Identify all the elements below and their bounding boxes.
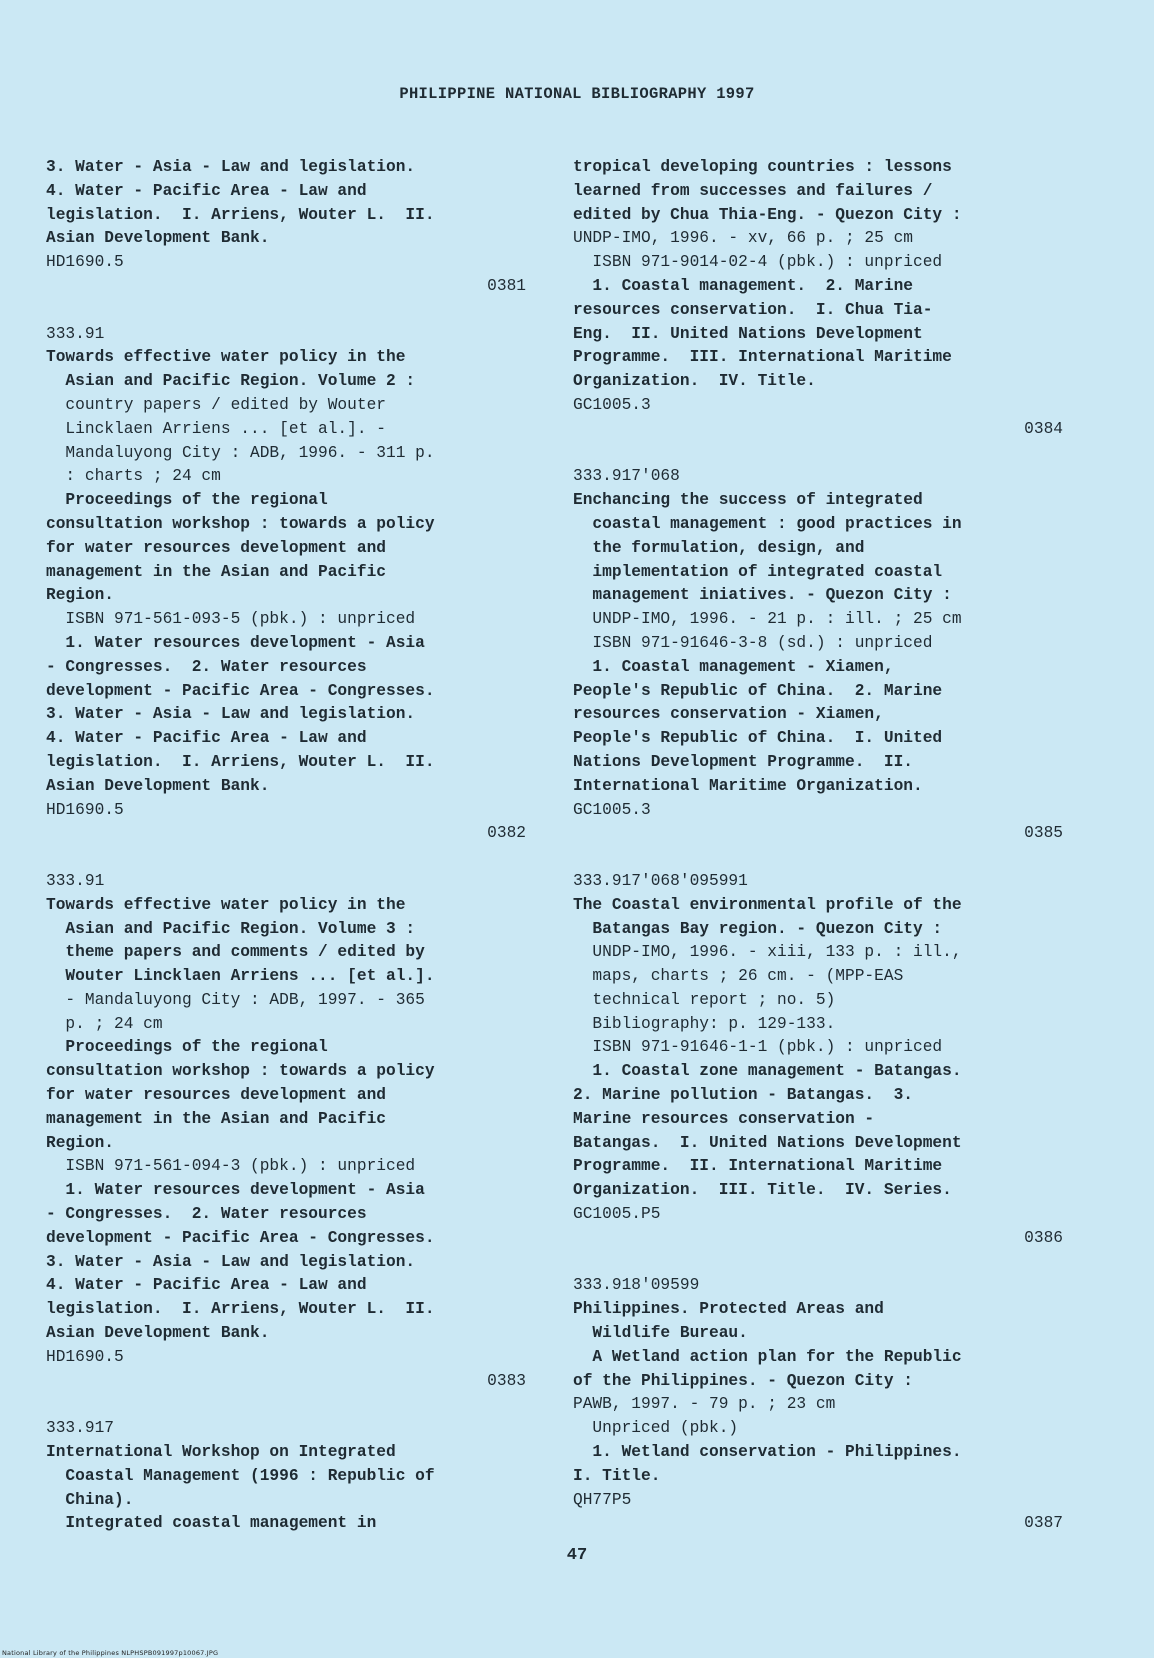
- entry-line: of the Philippines. - Quezon City :: [573, 1371, 913, 1390]
- entry-line: 333.917'068: [573, 467, 680, 486]
- entry-line: coastal management : good practices in: [573, 514, 962, 533]
- entry-line: UNDP-IMO, 1996. - 21 p. : ill. ; 25 cm: [573, 610, 962, 629]
- entry-line: maps, charts ; 26 cm. - (MPP-EAS: [573, 967, 904, 986]
- entry-spacer: [573, 1251, 1063, 1275]
- entry-line: Wildlife Bureau.: [573, 1324, 748, 1343]
- entry-line: for water resources development and: [46, 1086, 386, 1105]
- entry-line: Enchancing the success of integrated: [573, 491, 923, 510]
- entry-line: Batangas. I. United Nations Development: [573, 1133, 962, 1152]
- entry-line: Organization. IV. Title.: [573, 372, 816, 391]
- entry-line: HD1690.5: [46, 800, 124, 819]
- entry-line: 333.918'09599: [573, 1276, 700, 1295]
- entry-line: Organization. III. Title. IV. Series.: [573, 1181, 952, 1200]
- entry-line: implementation of integrated coastal: [573, 562, 943, 581]
- entry-line: development - Pacific Area - Congresses.: [46, 1228, 435, 1247]
- entry-line: Nations Development Programme. II.: [573, 752, 913, 771]
- entry-line: 4. Water - Pacific Area - Law and: [46, 1276, 367, 1295]
- left-column: [46, 156, 526, 1536]
- entry-line: Integrated coastal management in: [46, 1514, 377, 1533]
- entry-line: 3. Water - Asia - Law and legislation.: [46, 705, 416, 724]
- entry-line: 4. Water - Pacific Area - Law and: [46, 181, 367, 200]
- entry-line: learned from successes and failures /: [573, 181, 933, 200]
- entry-line: People's Republic of China. 2. Marine: [573, 681, 943, 700]
- entry-line: Philippines. Protected Areas and: [573, 1300, 884, 1319]
- entry-line: 2. Marine pollution - Batangas. 3.: [573, 1086, 913, 1105]
- entry-line: management in the Asian and Pacific: [46, 562, 386, 581]
- entry-line: the formulation, design, and: [573, 538, 865, 557]
- entry-spacer: [46, 1393, 526, 1417]
- entry-spacer: [46, 846, 526, 870]
- entry-line: Region.: [46, 586, 114, 605]
- entry-line: 1. Coastal management. 2. Marine: [573, 276, 913, 295]
- entry-line: Bibliography: p. 129-133.: [573, 1014, 836, 1033]
- entry-line: resources conservation - Xiamen,: [573, 705, 884, 724]
- entry-line: GC1005.3: [573, 800, 651, 819]
- entry-line: ISBN 971-561-094-3 (pbk.) : unpriced: [46, 1157, 416, 1176]
- entry-line: A Wetland action plan for the Republic: [573, 1347, 962, 1366]
- entry-number: 0382: [487, 824, 526, 843]
- entry-line: UNDP-IMO, 1996. - xiii, 133 p. : ill.,: [573, 943, 962, 962]
- entry-line: GC1005.3: [573, 395, 651, 414]
- entry-line: Proceedings of the regional: [46, 1038, 328, 1057]
- entry-line: HD1690.5: [46, 253, 124, 272]
- entry-line: resources conservation. I. Chua Tia-: [573, 300, 933, 319]
- entry-line: consultation workshop : towards a policy: [46, 1062, 435, 1081]
- footer-caption: National Library of the Philippines NLPHSPB091997p10067.JPG: [2, 1649, 219, 1657]
- entry-line: Eng. II. United Nations Development: [573, 324, 923, 343]
- entry-line: Marine resources conservation -: [573, 1109, 875, 1128]
- entry-line: Programme. III. International Maritime: [573, 348, 952, 367]
- entry-line: Mandaluyong City : ADB, 1996. - 311 p.: [46, 443, 435, 462]
- right-column: [573, 156, 1063, 1536]
- entry-line: ISBN 971-91646-3-8 (sd.) : unpriced: [573, 633, 933, 652]
- entry-line: Batangas Bay region. - Quezon City :: [573, 919, 943, 938]
- entry-number: 0385: [1024, 824, 1063, 843]
- entry-line: ISBN 971-91646-1-1 (pbk.) : unpriced: [573, 1038, 943, 1057]
- entry-line: China).: [46, 1490, 134, 1509]
- entry-number: 0386: [1024, 1228, 1063, 1247]
- entry-line: GC1005.P5: [573, 1205, 661, 1224]
- entry-line: : charts ; 24 cm: [46, 467, 221, 486]
- entry-line: QH77P5: [573, 1490, 632, 1509]
- entry-line: country papers / edited by Wouter: [46, 395, 386, 414]
- entry-line: Proceedings of the regional: [46, 491, 328, 510]
- entry-line: 1. Coastal management - Xiamen,: [573, 657, 894, 676]
- entry-line: 1. Wetland conservation - Philippines.: [573, 1443, 962, 1462]
- entry-number: 0383: [487, 1371, 526, 1390]
- entry-line: 1. Coastal zone management - Batangas.: [573, 1062, 962, 1081]
- entry-line: International Workshop on Integrated: [46, 1443, 396, 1462]
- page-number: 47: [566, 1546, 588, 1565]
- entry-line: PAWB, 1997. - 79 p. ; 23 cm: [573, 1395, 836, 1414]
- entry-line: ISBN 971-9014-02-4 (pbk.) : unpriced: [573, 253, 943, 272]
- entry-line: technical report ; no. 5): [573, 990, 836, 1009]
- entry-line: edited by Chua Thia-Eng. - Quezon City :: [573, 205, 962, 224]
- entry-line: 1. Water resources development - Asia: [46, 633, 425, 652]
- entry-line: theme papers and comments / edited by: [46, 943, 425, 962]
- entry-spacer: [573, 442, 1063, 466]
- entry-line: - Congresses. 2. Water resources: [46, 1205, 367, 1224]
- entry-line: Asian Development Bank.: [46, 229, 270, 248]
- entry-spacer: [573, 846, 1063, 870]
- entry-line: development - Pacific Area - Congresses.: [46, 681, 435, 700]
- entry-line: legislation. I. Arriens, Wouter L. II.: [46, 1300, 435, 1319]
- entry-line: Towards effective water policy in the: [46, 348, 406, 367]
- entry-line: 3. Water - Asia - Law and legislation.: [46, 1252, 416, 1271]
- entry-line: Asian Development Bank.: [46, 776, 270, 795]
- entry-line: for water resources development and: [46, 538, 386, 557]
- entry-line: I. Title.: [573, 1466, 661, 1485]
- entry-line: Coastal Management (1996 : Republic of: [46, 1466, 435, 1485]
- entry-line: HD1690.5: [46, 1347, 124, 1366]
- entry-line: International Maritime Organization.: [573, 776, 923, 795]
- entry-line: Programme. II. International Maritime: [573, 1157, 943, 1176]
- entry-line: consultation workshop : towards a policy: [46, 514, 435, 533]
- entry-line: UNDP-IMO, 1996. - xv, 66 p. ; 25 cm: [573, 229, 913, 248]
- entry-line: 4. Water - Pacific Area - Law and: [46, 729, 367, 748]
- entry-line: - Congresses. 2. Water resources: [46, 657, 367, 676]
- entry-line: management iniatives. - Quezon City :: [573, 586, 952, 605]
- entry-line: People's Republic of China. I. United: [573, 729, 943, 748]
- entry-line: management in the Asian and Pacific: [46, 1109, 386, 1128]
- page-title: PHILIPPINE NATIONAL BIBLIOGRAPHY 1997: [399, 85, 755, 103]
- entry-line: Wouter Lincklaen Arriens ... [et al.].: [46, 967, 435, 986]
- entry-line: legislation. I. Arriens, Wouter L. II.: [46, 752, 435, 771]
- entry-line: p. ; 24 cm: [46, 1014, 163, 1033]
- entry-line: Region.: [46, 1133, 114, 1152]
- entry-line: Towards effective water policy in the: [46, 895, 406, 914]
- entry-line: Asian Development Bank.: [46, 1324, 270, 1343]
- entry-line: legislation. I. Arriens, Wouter L. II.: [46, 205, 435, 224]
- entry-line: The Coastal environmental profile of the: [573, 895, 962, 914]
- entry-line: 1. Water resources development - Asia: [46, 1181, 425, 1200]
- entry-line: 333.917'068'095991: [573, 871, 748, 890]
- entry-line: Unpriced (pbk.): [573, 1419, 739, 1438]
- entry-line: Asian and Pacific Region. Volume 3 :: [46, 919, 416, 938]
- entry-line: - Mandaluyong City : ADB, 1997. - 365: [46, 990, 425, 1009]
- entry-line: Lincklaen Arriens ... [et al.]. -: [46, 419, 386, 438]
- entry-line: Asian and Pacific Region. Volume 2 :: [46, 372, 416, 391]
- entry-line: 333.917: [46, 1419, 114, 1438]
- entry-number: 0387: [1024, 1514, 1063, 1533]
- entry-number: 0384: [1024, 419, 1063, 438]
- entry-line: 333.91: [46, 324, 105, 343]
- entry-line: ISBN 971-561-093-5 (pbk.) : unpriced: [46, 610, 416, 629]
- entry-line: 333.91: [46, 871, 105, 890]
- entry-line: tropical developing countries : lessons: [573, 158, 952, 176]
- entry-line: 3. Water - Asia - Law and legislation.: [46, 158, 416, 176]
- entry-spacer: [46, 299, 526, 323]
- entry-number: 0381: [487, 276, 526, 295]
